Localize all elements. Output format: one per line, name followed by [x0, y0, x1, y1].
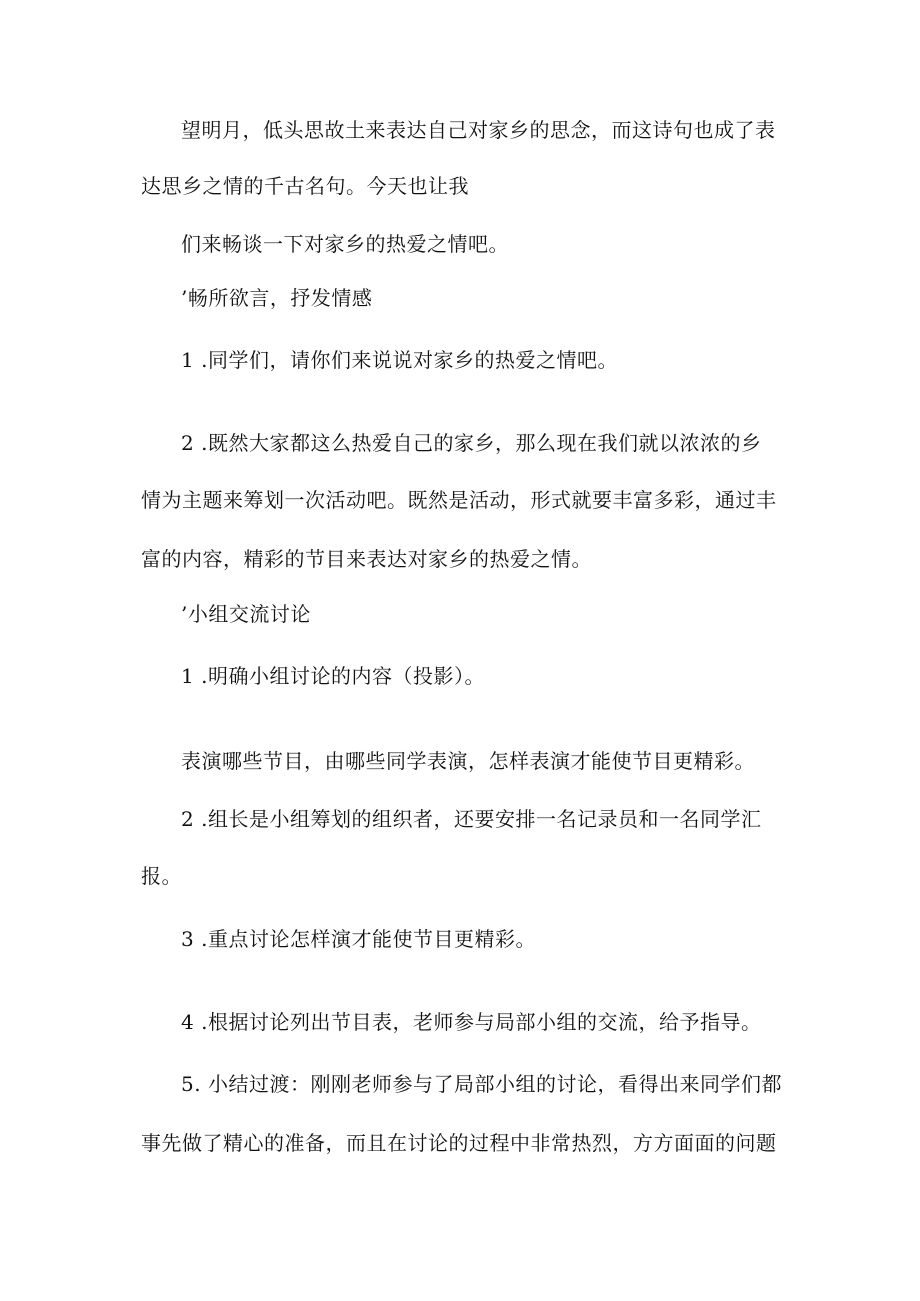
- section-heading: ’小组交流讨论: [181, 602, 311, 626]
- list-item: 4 .根据讨论列出节目表，老师参与局部小组的交流，给予指导。: [181, 1010, 762, 1034]
- list-item: 3 .重点讨论怎样演才能使节目更精彩。: [181, 927, 536, 951]
- paragraph-line: 望明月，低头思故土来表达自己对家乡的思念，而这诗句也成了表: [181, 118, 776, 142]
- list-item: 5. 小结过渡：刚刚老师参与了局部小组的讨论，看得出来同学们都: [181, 1072, 782, 1096]
- list-item: 1 .明确小组讨论的内容（投影）。: [181, 664, 485, 688]
- paragraph-line: 们来畅谈一下对家乡的热爱之情吧。: [181, 232, 509, 256]
- list-item: 1 .同学们，请你们来说说对家乡的热爱之情吧。: [181, 348, 618, 372]
- paragraph-line: 事先做了精心的准备，而且在讨论的过程中非常热烈，方方面面的问题: [141, 1131, 777, 1155]
- paragraph-line: 情为主题来筹划一次活动吧。既然是活动，形式就要丰富多彩，通过丰: [141, 488, 777, 512]
- paragraph-line: 富的内容，精彩的节目来表达对家乡的热爱之情。: [141, 547, 592, 571]
- paragraph-line: 达思乡之情的千古名句。今天也让我: [141, 174, 469, 198]
- section-heading: ’畅所欲言，抒发情感: [181, 286, 373, 310]
- paragraph-line: 报。: [141, 864, 182, 888]
- paragraph-line: 表演哪些节目，由哪些同学表演，怎样表演才能使节目更精彩。: [181, 749, 755, 773]
- list-item: 2 .组长是小组筹划的组织者，还要安排一名记录员和一名同学汇: [181, 807, 762, 831]
- list-item: 2 .既然大家都这么热爱自己的家乡，那么现在我们就以浓浓的乡: [181, 431, 762, 455]
